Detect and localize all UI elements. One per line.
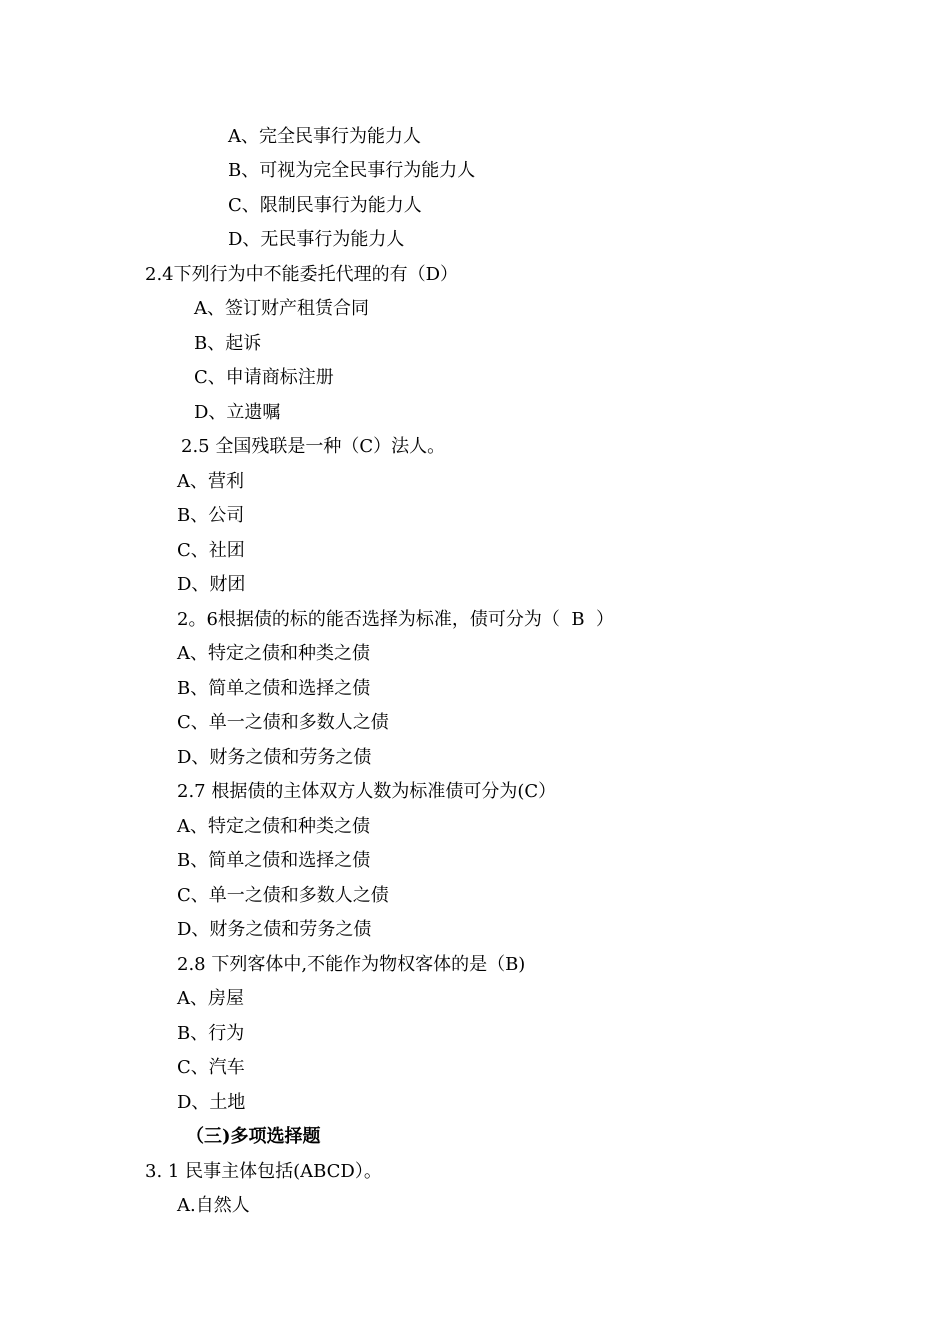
option-line: D、财团 xyxy=(177,574,246,595)
question-line: 2.5 全国残联是一种（C）法人。 xyxy=(181,436,446,457)
option-line: A.自然人 xyxy=(177,1195,250,1216)
option-line: A、完全民事行为能力人 xyxy=(228,126,421,147)
question-line: 2.4下列行为中不能委托代理的有（D） xyxy=(145,264,459,285)
option-line: D、立遗嘱 xyxy=(194,402,281,423)
option-line: C、限制民事行为能力人 xyxy=(228,195,422,216)
option-line: B、公司 xyxy=(177,505,245,526)
section-heading: （三)多项选择题 xyxy=(186,1126,321,1147)
question-line: 2.8 下列客体中,不能作为物权客体的是（B) xyxy=(177,954,526,975)
option-line: A、特定之债和种类之债 xyxy=(177,643,370,664)
question-line: 2。6根据债的标的能否选择为标准，债可分为（ B ） xyxy=(177,609,615,630)
option-line: B、简单之债和选择之债 xyxy=(177,850,371,871)
option-line: B、起诉 xyxy=(194,333,262,354)
option-line: C、汽车 xyxy=(177,1057,245,1078)
option-line: C、单一之债和多数人之债 xyxy=(177,885,389,906)
option-line: D、财务之债和劳务之债 xyxy=(177,747,372,768)
option-line: C、社团 xyxy=(177,540,245,561)
option-line: B、可视为完全民事行为能力人 xyxy=(228,160,476,181)
option-line: A、签订财产租赁合同 xyxy=(194,298,369,319)
question-line: 3. 1 民事主体包括(ABCD）。 xyxy=(145,1161,382,1182)
option-line: A、特定之债和种类之债 xyxy=(177,816,370,837)
option-line: D、土地 xyxy=(177,1092,246,1113)
option-line: B、行为 xyxy=(177,1023,245,1044)
option-line: D、财务之债和劳务之债 xyxy=(177,919,372,940)
question-line: 2.7 根据债的主体双方人数为标准债可分为(C） xyxy=(177,781,557,802)
option-line: C、申请商标注册 xyxy=(194,367,334,388)
option-line: A、房屋 xyxy=(177,988,244,1009)
option-line: A、营利 xyxy=(177,471,244,492)
option-line: B、简单之债和选择之债 xyxy=(177,678,371,699)
option-line: C、单一之债和多数人之债 xyxy=(177,712,389,733)
option-line: D、无民事行为能力人 xyxy=(228,229,405,250)
